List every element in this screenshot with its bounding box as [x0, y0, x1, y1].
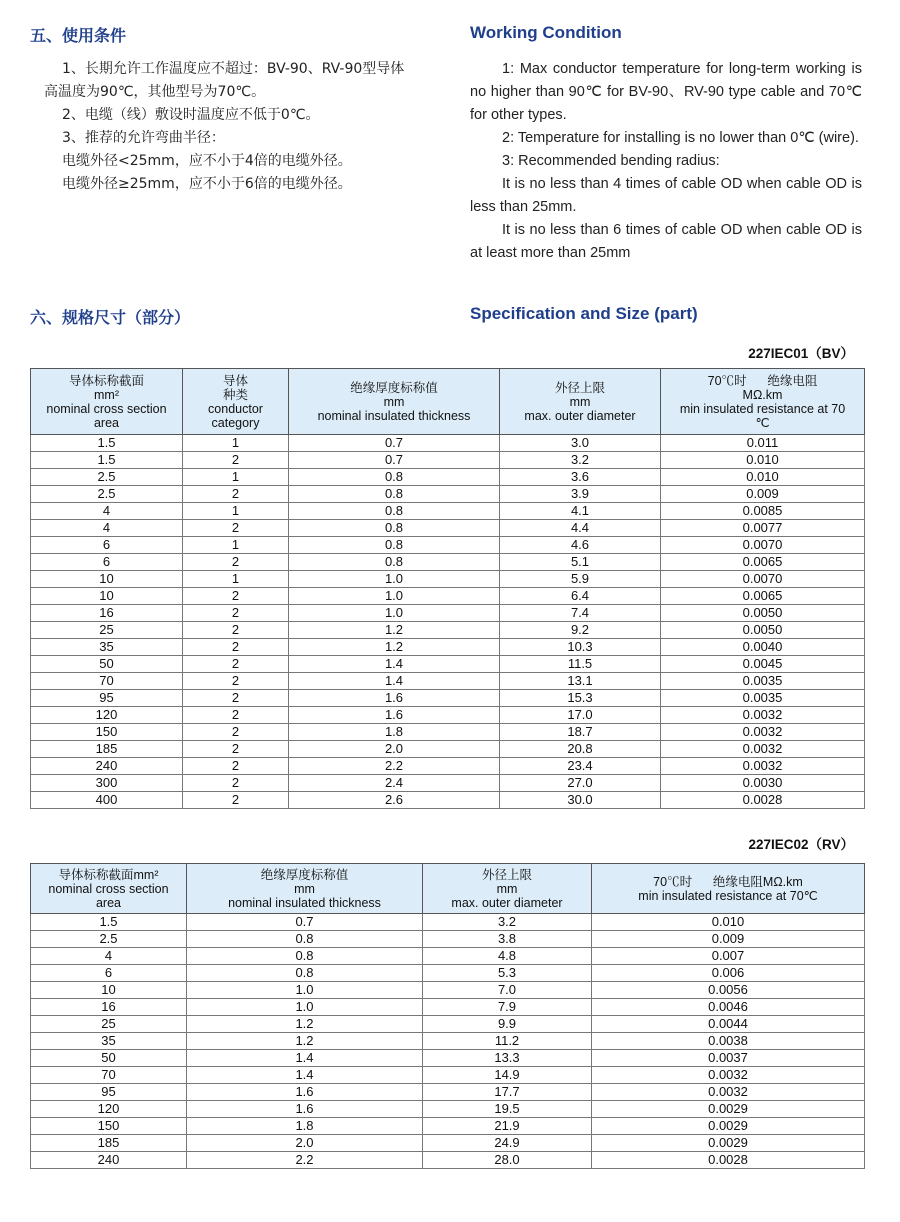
- table-cell: 19.5: [423, 1101, 592, 1118]
- table-cell: 23.4: [500, 758, 661, 775]
- header-insulated-resistance: 70℃时 绝缘电阻MΩ.km min insulated resistance at 70℃: [592, 864, 865, 914]
- table-cell: 1.4: [187, 1067, 423, 1084]
- table-cell: 2.2: [289, 758, 500, 775]
- table-cell: 1.6: [289, 707, 500, 724]
- table-cell: 1.5: [31, 914, 187, 931]
- table-cell: 1.4: [187, 1050, 423, 1067]
- working-condition-cn: [44, 58, 444, 196]
- header-insulated-resistance: 70℃时 绝缘电阻 MΩ.km min insulated resistance at 70 ℃: [661, 369, 865, 435]
- table-cell: 0.0029: [592, 1135, 865, 1152]
- table-cell: 10: [31, 571, 183, 588]
- header-insulation-thickness: 绝缘厚度标称值 mm nominal insulated thickness: [289, 369, 500, 435]
- table-cell: 2: [183, 673, 289, 690]
- table-cell: 2: [183, 554, 289, 571]
- table-227iec02-rv: [30, 863, 865, 1169]
- table-cell: 3.9: [500, 486, 661, 503]
- table-cell: 0.0077: [661, 520, 865, 537]
- cn-line: 电缆外径<25mm，应不小于4倍的电缆外径。: [62, 153, 352, 169]
- table-cell: 0.011: [661, 435, 865, 452]
- table-row: [31, 435, 865, 452]
- table-cell: 1.0: [289, 588, 500, 605]
- table-cell: 3.2: [500, 452, 661, 469]
- table-row: [31, 1135, 865, 1152]
- table-row: [31, 554, 865, 571]
- table2-caption: 227IEC02（RV）: [748, 837, 854, 852]
- table-row: [31, 622, 865, 639]
- table-cell: 1: [183, 469, 289, 486]
- table-cell: 9.9: [423, 1016, 592, 1033]
- table-cell: 0.8: [289, 554, 500, 571]
- cn-line: 3、推荐的允许弯曲半径：: [62, 130, 225, 146]
- table-cell: 1.8: [187, 1118, 423, 1135]
- table-cell: 0.0056: [592, 982, 865, 999]
- table-cell: 2: [183, 622, 289, 639]
- table-row: [31, 588, 865, 605]
- table-cell: 0.8: [289, 503, 500, 520]
- table-cell: 10: [31, 982, 187, 999]
- table-row: [31, 931, 865, 948]
- table-cell: 0.0032: [661, 741, 865, 758]
- table-cell: 1.2: [187, 1033, 423, 1050]
- table-cell: 13.1: [500, 673, 661, 690]
- table-row: [31, 1016, 865, 1033]
- table-cell: 0.0070: [661, 537, 865, 554]
- cn-line: 电缆外径≥25mm，应不小于6倍的电缆外径。: [62, 176, 352, 192]
- table-row: [31, 1067, 865, 1084]
- table-cell: 4.4: [500, 520, 661, 537]
- table-row: [31, 656, 865, 673]
- table-cell: 2: [183, 520, 289, 537]
- table-row: [31, 571, 865, 588]
- table-cell: 3.2: [423, 914, 592, 931]
- table-cell: 1.6: [187, 1101, 423, 1118]
- table-row: [31, 605, 865, 622]
- table-cell: 25: [31, 1016, 187, 1033]
- table-cell: 0.010: [661, 452, 865, 469]
- table-cell: 2: [183, 588, 289, 605]
- table-cell: 0.8: [289, 469, 500, 486]
- table-cell: 2: [183, 639, 289, 656]
- table-cell: 1.4: [289, 673, 500, 690]
- table-cell: 0.0035: [661, 673, 865, 690]
- header-conductor-category: 导体 种类 conductor category: [183, 369, 289, 435]
- table-cell: 0.010: [592, 914, 865, 931]
- en-paragraph: 2: Temperature for installing is no lower than 0℃ (wire).: [502, 130, 859, 146]
- table-cell: 2.6: [289, 792, 500, 809]
- table-cell: 2: [183, 605, 289, 622]
- table-cell: 150: [31, 724, 183, 741]
- table-cell: 2: [183, 775, 289, 792]
- cn-line: 1、长期允许工作温度应不超过：BV-90、RV-90型导体: [62, 61, 405, 77]
- table-cell: 14.9: [423, 1067, 592, 1084]
- table-cell: 95: [31, 690, 183, 707]
- table-cell: 10.3: [500, 639, 661, 656]
- table-cell: 5.1: [500, 554, 661, 571]
- table-row: [31, 982, 865, 999]
- table-cell: 0.0032: [592, 1084, 865, 1101]
- table-cell: 4: [31, 948, 187, 965]
- table-cell: 0.0040: [661, 639, 865, 656]
- table-cell: 17.7: [423, 1084, 592, 1101]
- table-cell: 0.8: [289, 537, 500, 554]
- table-cell: 0.0030: [661, 775, 865, 792]
- table-cell: 2: [183, 741, 289, 758]
- table-cell: 6: [31, 537, 183, 554]
- table-cell: 70: [31, 673, 183, 690]
- table-cell: 7.0: [423, 982, 592, 999]
- table-cell: 400: [31, 792, 183, 809]
- table-cell: 50: [31, 656, 183, 673]
- table-cell: 0.0035: [661, 690, 865, 707]
- table-cell: 18.7: [500, 724, 661, 741]
- section5-title-en: Working Condition: [470, 23, 622, 42]
- table-cell: 0.0046: [592, 999, 865, 1016]
- table-cell: 5.3: [423, 965, 592, 982]
- table-cell: 0.009: [661, 486, 865, 503]
- table-cell: 0.0038: [592, 1033, 865, 1050]
- header-insulation-thickness: 绝缘厚度标称值 mm nominal insulated thickness: [187, 864, 423, 914]
- table-row: [31, 707, 865, 724]
- table-cell: 13.3: [423, 1050, 592, 1067]
- table-row: [31, 1033, 865, 1050]
- table-cell: 25: [31, 622, 183, 639]
- table-cell: 3.6: [500, 469, 661, 486]
- table-cell: 1.0: [289, 605, 500, 622]
- table-cell: 1.6: [187, 1084, 423, 1101]
- table-cell: 0.0032: [661, 758, 865, 775]
- table-cell: 4: [31, 520, 183, 537]
- working-condition-en: [470, 58, 862, 265]
- table-row: [31, 486, 865, 503]
- header-outer-diameter: 外径上限 mm max. outer diameter: [423, 864, 592, 914]
- table-cell: 0.8: [187, 931, 423, 948]
- table-cell: 120: [31, 707, 183, 724]
- table-cell: 0.8: [289, 520, 500, 537]
- table-cell: 2.0: [289, 741, 500, 758]
- table-cell: 1.5: [31, 435, 183, 452]
- table-row: [31, 503, 865, 520]
- table-cell: 185: [31, 741, 183, 758]
- table-cell: 0.7: [289, 452, 500, 469]
- table-row: [31, 741, 865, 758]
- table-cell: 35: [31, 1033, 187, 1050]
- table-cell: 1.0: [289, 571, 500, 588]
- table-cell: 3.0: [500, 435, 661, 452]
- table-cell: 1.6: [289, 690, 500, 707]
- table-cell: 1.2: [289, 622, 500, 639]
- table-cell: 2: [183, 656, 289, 673]
- table-cell: 0.8: [289, 486, 500, 503]
- table-cell: 1: [183, 537, 289, 554]
- table-cell: 0.0029: [592, 1118, 865, 1135]
- table-cell: 240: [31, 1152, 187, 1169]
- table-cell: 16: [31, 999, 187, 1016]
- table-cell: 2.5: [31, 931, 187, 948]
- header-outer-diameter: 外径上限 mm max. outer diameter: [500, 369, 661, 435]
- table1-body: [31, 435, 865, 809]
- table-cell: 5.9: [500, 571, 661, 588]
- table-cell: 150: [31, 1118, 187, 1135]
- table1-caption: 227IEC01（BV）: [748, 346, 854, 361]
- table-cell: 1: [183, 503, 289, 520]
- table-cell: 4.1: [500, 503, 661, 520]
- table-cell: 2: [183, 486, 289, 503]
- table-cell: 2.5: [31, 469, 183, 486]
- table-cell: 0.010: [661, 469, 865, 486]
- table-cell: 3.8: [423, 931, 592, 948]
- table-cell: 17.0: [500, 707, 661, 724]
- table-cell: 300: [31, 775, 183, 792]
- table-cell: 2: [183, 724, 289, 741]
- table-cell: 0.8: [187, 965, 423, 982]
- cn-line: 高温度为90℃，其他型号为70℃。: [44, 84, 266, 100]
- section5-title-cn: 五、使用条件: [30, 26, 127, 45]
- table-row: [31, 537, 865, 554]
- en-paragraph: It is no less than 6 times of cable OD when cable OD is at least more than 25mm: [470, 222, 862, 261]
- table-row: [31, 639, 865, 656]
- table-cell: 0.0050: [661, 605, 865, 622]
- table-cell: 1.0: [187, 982, 423, 999]
- table-cell: 1.2: [289, 639, 500, 656]
- table-cell: 9.2: [500, 622, 661, 639]
- table-row: [31, 775, 865, 792]
- table-cell: 4: [31, 503, 183, 520]
- table-cell: 2.2: [187, 1152, 423, 1169]
- table-cell: 1: [183, 435, 289, 452]
- table-row: [31, 1118, 865, 1135]
- table-row: [31, 469, 865, 486]
- table-cell: 50: [31, 1050, 187, 1067]
- table-cell: 2: [183, 452, 289, 469]
- section6-title-cn: 六、规格尺寸（部分）: [30, 308, 191, 327]
- table-cell: 0.0065: [661, 588, 865, 605]
- table-cell: 240: [31, 758, 183, 775]
- table-row: [31, 792, 865, 809]
- table-cell: 11.5: [500, 656, 661, 673]
- table-cell: 2: [183, 707, 289, 724]
- table-cell: 1.5: [31, 452, 183, 469]
- table-cell: 0.0070: [661, 571, 865, 588]
- en-paragraph: It is no less than 4 times of cable OD when cable OD is less than 25mm.: [470, 176, 862, 215]
- table-header-row: [31, 864, 865, 914]
- table-cell: 0.0085: [661, 503, 865, 520]
- table-cell: 15.3: [500, 690, 661, 707]
- table-cell: 4.6: [500, 537, 661, 554]
- table-cell: 7.9: [423, 999, 592, 1016]
- table-cell: 4.8: [423, 948, 592, 965]
- table-227iec01-bv: [30, 368, 865, 809]
- table-row: [31, 1152, 865, 1169]
- table-cell: 0.0032: [592, 1067, 865, 1084]
- table-row: [31, 999, 865, 1016]
- table-row: [31, 1101, 865, 1118]
- en-paragraph: 3: Recommended bending radius:: [502, 153, 720, 169]
- table-row: [31, 452, 865, 469]
- table-cell: 120: [31, 1101, 187, 1118]
- table-cell: 20.8: [500, 741, 661, 758]
- table-cell: 24.9: [423, 1135, 592, 1152]
- table-cell: 0.007: [592, 948, 865, 965]
- table-cell: 35: [31, 639, 183, 656]
- table-cell: 28.0: [423, 1152, 592, 1169]
- table-cell: 6: [31, 965, 187, 982]
- table-cell: 0.0028: [592, 1152, 865, 1169]
- section6-title-en: Specification and Size (part): [470, 304, 698, 323]
- table-cell: 1.0: [187, 999, 423, 1016]
- table-cell: 0.006: [592, 965, 865, 982]
- table-cell: 95: [31, 1084, 187, 1101]
- table-cell: 7.4: [500, 605, 661, 622]
- table-cell: 11.2: [423, 1033, 592, 1050]
- table-cell: 16: [31, 605, 183, 622]
- table-cell: 2: [183, 792, 289, 809]
- table-row: [31, 1050, 865, 1067]
- table-cell: 0.0045: [661, 656, 865, 673]
- table-cell: 1.4: [289, 656, 500, 673]
- table-cell: 0.0028: [661, 792, 865, 809]
- table-cell: 27.0: [500, 775, 661, 792]
- table-cell: 10: [31, 588, 183, 605]
- table-cell: 21.9: [423, 1118, 592, 1135]
- table-cell: 0.0032: [661, 724, 865, 741]
- table-row: [31, 520, 865, 537]
- table-row: [31, 965, 865, 982]
- table-row: [31, 914, 865, 931]
- table-cell: 185: [31, 1135, 187, 1152]
- table-cell: 0.7: [289, 435, 500, 452]
- table-cell: 0.009: [592, 931, 865, 948]
- table-cell: 0.0037: [592, 1050, 865, 1067]
- table-cell: 6: [31, 554, 183, 571]
- table-cell: 1.8: [289, 724, 500, 741]
- table-row: [31, 724, 865, 741]
- table-row: [31, 948, 865, 965]
- table-cell: 70: [31, 1067, 187, 1084]
- table-header-row: [31, 369, 865, 435]
- table-cell: 0.7: [187, 914, 423, 931]
- table-cell: 0.0065: [661, 554, 865, 571]
- table-cell: 1: [183, 571, 289, 588]
- table-row: [31, 690, 865, 707]
- table-cell: 2: [183, 758, 289, 775]
- table-row: [31, 1084, 865, 1101]
- cn-line: 2、电缆（线）敷设时温度应不低于0℃。: [62, 107, 320, 123]
- table-cell: 6.4: [500, 588, 661, 605]
- table-cell: 2.0: [187, 1135, 423, 1152]
- en-paragraph: 1: Max conductor temperature for long-term working is no higher than 90℃ for BV-90、RV-90 type cable and 70℃ for other types.: [470, 61, 862, 123]
- table-cell: 0.0029: [592, 1101, 865, 1118]
- table-cell: 30.0: [500, 792, 661, 809]
- table-cell: 0.0050: [661, 622, 865, 639]
- table-cell: 0.8: [187, 948, 423, 965]
- table-row: [31, 758, 865, 775]
- table-cell: 2.4: [289, 775, 500, 792]
- table-row: [31, 673, 865, 690]
- header-cross-section: 导体标称截面mm² nominal cross section area: [31, 864, 187, 914]
- table-cell: 2.5: [31, 486, 183, 503]
- table2-body: [31, 914, 865, 1169]
- header-cross-section: 导体标称截面 mm² nominal cross section area: [31, 369, 183, 435]
- table-cell: 1.2: [187, 1016, 423, 1033]
- table-cell: 0.0032: [661, 707, 865, 724]
- table-cell: 2: [183, 690, 289, 707]
- table-cell: 0.0044: [592, 1016, 865, 1033]
